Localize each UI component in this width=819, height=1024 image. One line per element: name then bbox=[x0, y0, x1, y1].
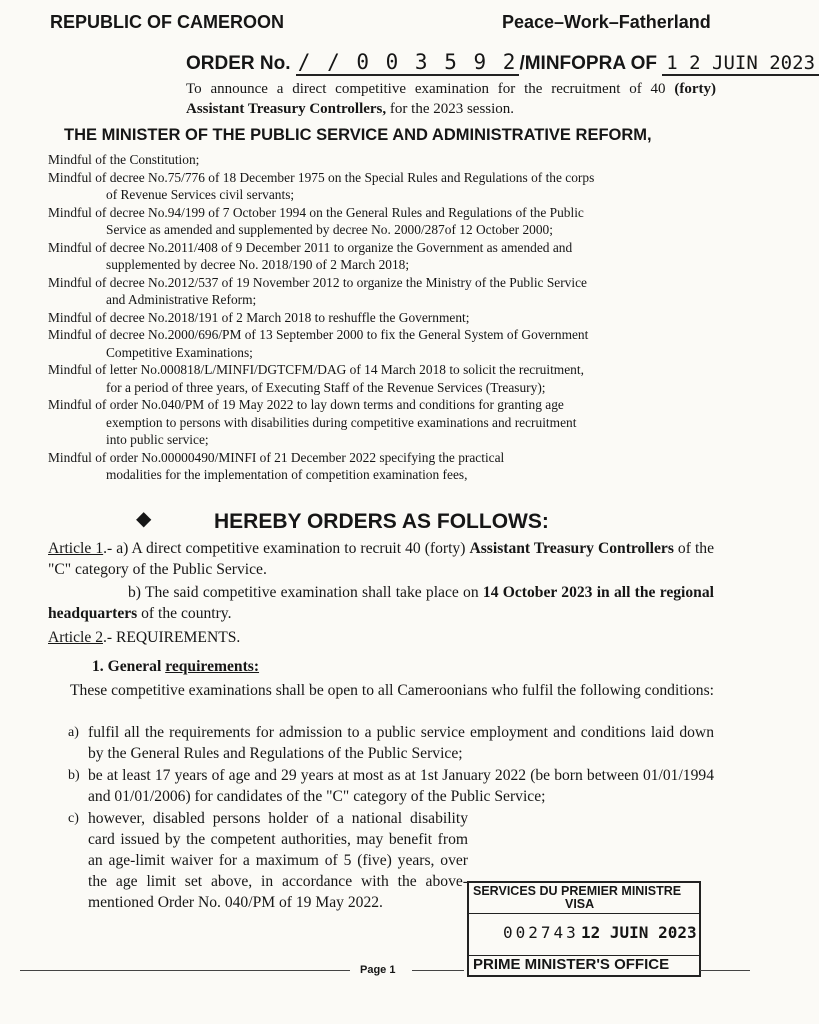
mindful-item: Mindful of decree No.2012/537 of 19 November 2012 to organize the Ministry of the Public Service and Administrative Reform; bbox=[48, 274, 587, 307]
subject-line-1: To announce a direct competitive examination for the recruitment of 40 bbox=[186, 81, 666, 97]
subject-end: for the 2023 session. bbox=[386, 101, 515, 117]
mindful-item: Mindful of order No.040/PM of 19 May 2022 to lay down terms and conditions for granting age exemption to persons with disabilities during competitive examinations and recruitment into public service; bbox=[48, 397, 577, 447]
sub-number: 1. General bbox=[92, 658, 166, 675]
page-number: Page 1 bbox=[360, 964, 396, 976]
article-1-label: Article 1 bbox=[48, 540, 104, 557]
visa-stamp bbox=[467, 881, 701, 977]
footer-rule-mid bbox=[412, 970, 464, 971]
article-2-title: .- REQUIREMENTS. bbox=[103, 629, 241, 646]
mindful-item: Mindful of decree No.2011/408 of 9 December 2011 to organize the Government as amended and supplemented by decree No. 2018/190 of 2 March 2018; bbox=[48, 239, 573, 272]
order-subject bbox=[186, 79, 716, 119]
stamp-divider bbox=[469, 913, 699, 914]
article-1-text: .- a) A direct competitive examination to recruit 40 (forty) bbox=[103, 540, 470, 557]
stamp-visa: VISA bbox=[565, 897, 595, 911]
header-motto: Peace–Work–Fatherland bbox=[502, 12, 711, 32]
article-2-label: Article 2 bbox=[48, 629, 103, 646]
article-1 bbox=[48, 538, 714, 580]
subject-bold: (forty) Assistant Treasury Controllers, bbox=[186, 81, 716, 117]
bullet-mark: ◆ bbox=[136, 508, 152, 530]
mindful-item: Mindful of decree No.75/776 of 18 December 1975 on the Special Rules and Regulations of the corps of Revenue Services civil servants; bbox=[48, 169, 595, 202]
requirements-intro: These competitive examinations shall be open to all Cameroonians who fulfil the following conditions: bbox=[70, 682, 714, 699]
stamp-number: 002743 bbox=[503, 923, 579, 942]
footer-rule-right bbox=[700, 970, 750, 971]
article-1-b-rest: of the country. bbox=[137, 605, 232, 622]
list-item: c) however, disabled persons holder of a national disability card issued by the competent authorities, may benefit from an age-limit waiver for a maximum of 5 (five) years, over the age limit set above, in accordance with the above-mentioned Order No. 040/PM of 19 May 2022. bbox=[68, 810, 468, 911]
list-item: a) fulfil all the requirements for admission to a public service employment and conditions laid down by the General Rules and Regulations of the Public Service; bbox=[68, 724, 714, 762]
stamp-office: PRIME MINISTER'S OFFICE bbox=[473, 956, 670, 973]
general-requirements-heading bbox=[92, 656, 692, 677]
article-1-b-text: b) The said competitive examination shall take place on bbox=[128, 584, 483, 601]
mindful-item: Mindful of order No.00000490/MINFI of 21 December 2022 specifying the practical modalities for the implementation of competition examination fees, bbox=[48, 449, 505, 482]
mindful-item: Mindful of decree No.2000/696/PM of 13 September 2000 to fix the General System of Government Competitive Examinations; bbox=[48, 327, 589, 360]
stamp-date: 12 JUIN 2023 bbox=[581, 923, 697, 942]
order-line bbox=[186, 50, 819, 75]
mindful-item: Mindful of decree No.94/199 of 7 October 1994 on the General Rules and Regulations of the Public Service as amended and supplemented by decree No. 2000/287of 12 October 2000; bbox=[48, 204, 584, 237]
mindful-item: Mindful of decree No.2018/191 of 2 March 2018 to reshuffle the Government; bbox=[48, 309, 470, 325]
list-item: b) be at least 17 years of age and 29 years at most as at 1st January 2022 (be born between 01/01/1994 and 01/01/2006) for candidates of the "C" category of the Public Service; bbox=[68, 767, 714, 805]
article-1-bold: Assistant Treasury Controllers bbox=[469, 540, 674, 557]
minister-title: THE MINISTER OF THE PUBLIC SERVICE AND ADMINISTRATIVE REFORM, bbox=[64, 126, 652, 144]
stamp-line-1: SERVICES DU PREMIER MINISTRE bbox=[473, 884, 682, 898]
hereby-heading: HEREBY ORDERS AS FOLLOWS: bbox=[214, 510, 549, 533]
order-date: 1 2 JUIN 2023 bbox=[662, 52, 819, 76]
order-ministry: /MINFOPRA OF bbox=[519, 53, 658, 74]
footer-rule-left bbox=[20, 970, 350, 971]
article-1-b-bold: 14 October 2023 in all the regional headquarters bbox=[48, 584, 714, 622]
mindful-item: Mindful of letter No.000818/L/MINFI/DGTCFM/DAG of 14 March 2018 to solicit the recruitment, for a period of three years, of Executing Staff of the Revenue Services (Treasury); bbox=[48, 362, 584, 395]
article-2-heading bbox=[48, 627, 714, 648]
mindful-item: Mindful of the Constitution; bbox=[48, 152, 200, 167]
article-1-rest: of the "C" category of the Public Service. bbox=[48, 540, 715, 578]
sub-title: requirements: bbox=[165, 658, 260, 675]
order-number: / / 0 0 3 5 9 2 bbox=[297, 50, 518, 74]
order-prefix: ORDER No. bbox=[186, 53, 291, 74]
header-country: REPUBLIC OF CAMEROON bbox=[50, 12, 284, 32]
mindful-list bbox=[48, 151, 718, 484]
article-1-b bbox=[48, 582, 714, 624]
